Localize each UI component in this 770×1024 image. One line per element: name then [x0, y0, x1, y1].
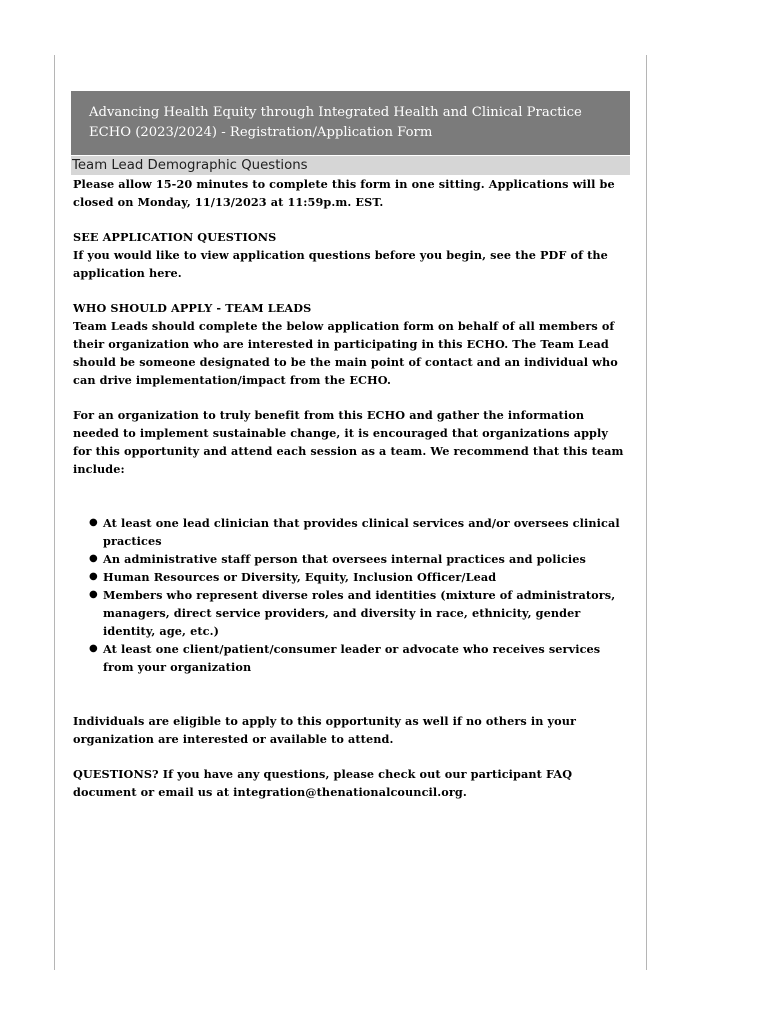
list-item: ● Members who represent diverse roles and identities (mixture of administrators, managers, direct service providers, and diversity in race, ethnicity, gender identity, age, etc.) [89, 588, 616, 638]
bullet-icon: ● [89, 571, 98, 582]
page-border-right [646, 55, 647, 970]
intro-text: Please allow 15-20 minutes to complete this form in one sitting. Applications will be closed on Monday, 11/13/2023 at 11:59p.m. EST. [73, 177, 615, 209]
see-questions-heading: SEE APPLICATION QUESTIONS [73, 230, 277, 244]
form-title: Advancing Health Equity through Integrated Health and Clinical Practice ECHO (2023/2024) - Registration/Application Form [71, 91, 630, 155]
bullet-icon: ● [89, 643, 98, 654]
list-item: ● At least one lead clinician that provides clinical services and/or oversees clinical practices [89, 516, 620, 548]
section-title: Team Lead Demographic Questions [71, 156, 630, 175]
list-item: ● An administrative staff person that oversees internal practices and policies [89, 552, 586, 566]
form-content [71, 91, 630, 801]
team-paragraph: For an organization to truly benefit from this ECHO and gather the information needed to implement sustainable change, it is encouraged that organizations apply for this opportunity and attend each session as a team. We recommend that this team include: [73, 408, 624, 476]
team-member-list [73, 514, 630, 676]
who-should-apply-heading: WHO SHOULD APPLY - TEAM LEADS [73, 301, 312, 315]
who-should-apply-text: Team Leads should complete the below application form on behalf of all members of their organization who are interested in participating in this ECHO. The Team Lead should be someone designated to be the main point of contact and an individual who can drive implementation/impact from the ECHO. [73, 319, 618, 387]
list-item: ● Human Resources or Diversity, Equity, Inclusion Officer/Lead [89, 570, 497, 584]
page-border-left [54, 55, 55, 970]
see-questions-text: If you would like to view application questions before you begin, see the PDF of the application here. [73, 248, 608, 280]
list-item: ● At least one client/patient/consumer leader or advocate who receives services from your organization [89, 642, 601, 674]
questions-text: QUESTIONS? If you have any questions, please check out our participant FAQ document or email us at integration@thenationalcouncil.org. [73, 767, 573, 799]
bullet-icon: ● [89, 553, 98, 564]
form-description [71, 175, 630, 801]
individuals-text: Individuals are eligible to apply to this opportunity as well if no others in your organization are interested or available to attend. [73, 714, 577, 746]
bullet-icon: ● [89, 589, 98, 600]
bullet-icon: ● [89, 517, 98, 528]
